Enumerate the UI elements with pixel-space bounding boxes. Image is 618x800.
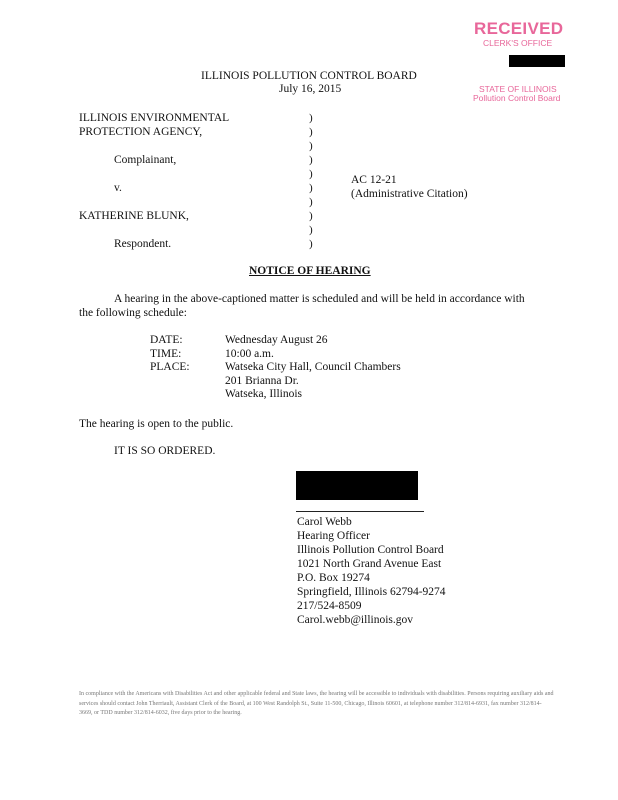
signer-name: Carol Webb [297, 516, 352, 528]
versus: v. [114, 182, 122, 194]
stamp-clerks-office: CLERK'S OFFICE [483, 38, 553, 48]
signer-org: Illinois Pollution Control Board [297, 544, 444, 556]
paren: ) [309, 154, 313, 166]
hearing-schedule [150, 334, 401, 402]
case-type: (Administrative Citation) [351, 188, 468, 200]
signature-redaction [296, 471, 418, 500]
signer-pobox: P.O. Box 19274 [297, 572, 370, 584]
stamp-received: RECEIVED [474, 19, 564, 38]
complainant-role: Complainant, [114, 154, 177, 166]
place-line3: Watseka, Illinois [225, 388, 303, 400]
signer-street: 1021 North Grand Avenue East [297, 558, 442, 570]
signer-email: Carol.webb@illinois.gov [297, 614, 413, 626]
notice-heading: NOTICE OF HEARING [249, 265, 371, 277]
complainant-name-line2: PROTECTION AGENCY, [79, 126, 203, 138]
paren: ) [309, 182, 313, 194]
time-value: 10:00 a.m. [225, 347, 274, 360]
paren: ) [309, 238, 313, 250]
stamp-state: STATE OF ILLINOIS [479, 84, 557, 94]
signer-city: Springfield, Illinois 62794-9274 [297, 586, 446, 598]
time-label: TIME: [150, 347, 182, 360]
date-label: DATE: [150, 334, 183, 346]
signature-line [296, 511, 424, 512]
paren: ) [309, 112, 313, 124]
place-line2: 201 Brianna Dr. [225, 374, 299, 387]
paren: ) [309, 210, 313, 222]
paren: ) [309, 224, 313, 236]
signer-phone: 217/524-8509 [297, 600, 362, 612]
ada-footer-note: In compliance with the Americans with Disabilities Act and other applicable federal and State laws, the hearing will be accessible to individuals with disabilities. Persons requiring auxiliary aids and services should contact John Therriault, Assistant Clerk of the Board, at 100 West Randolph St., Suite 11-500, Chicago, Illinois 60601, at telephone number 312/814-6931, fax number 312/814-3669, or TDD number 312/814-6032, five days prior to the hearing. [79, 691, 554, 716]
so-ordered: IT IS SO ORDERED. [114, 445, 216, 457]
respondent-role: Respondent. [114, 238, 172, 250]
paren: ) [309, 126, 313, 138]
public-statement: The hearing is open to the public. [79, 418, 234, 430]
place-label: PLACE: [150, 361, 190, 373]
date-value: Wednesday August 26 [225, 334, 328, 346]
signer-title: Hearing Officer [297, 530, 370, 542]
complainant-name-line1: ILLINOIS ENVIRONMENTAL [79, 112, 230, 124]
intro-line2: the following schedule: [79, 307, 187, 319]
stamp-board: Pollution Control Board [473, 93, 561, 103]
intro-line1: A hearing in the above-captioned matter is scheduled and will be held in accordance with [114, 293, 525, 305]
paren: ) [309, 140, 313, 152]
document-date: July 16, 2015 [279, 83, 342, 95]
board-title: ILLINOIS POLLUTION CONTROL BOARD [201, 70, 417, 82]
place-line1: Watseka City Hall, Council Chambers [225, 361, 401, 373]
case-number: AC 12-21 [351, 174, 397, 186]
paren: ) [309, 196, 313, 208]
paren: ) [309, 168, 313, 180]
stamp-date-redaction [509, 55, 565, 67]
respondent-name: KATHERINE BLUNK, [79, 210, 189, 222]
